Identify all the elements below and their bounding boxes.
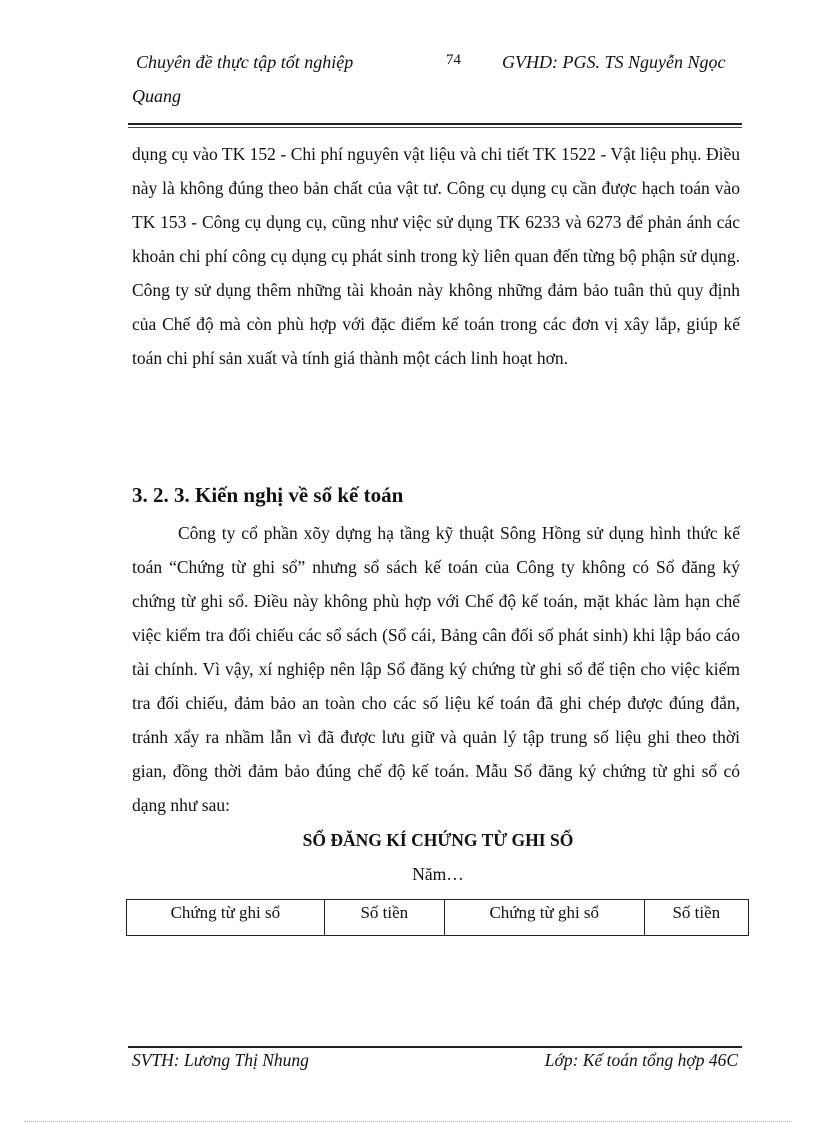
page-footer — [132, 1050, 738, 1076]
header-rule — [128, 123, 742, 125]
header-supervisor-cont: Quang — [132, 86, 181, 106]
register-table — [126, 899, 749, 936]
footer-class: Lớp: Kế toán tổng hợp 46C — [544, 1050, 738, 1070]
col-voucher-2: Chứng từ ghi sổ — [444, 900, 644, 936]
col-voucher-1: Chứng từ ghi sổ — [127, 900, 325, 936]
page-number: 74 — [446, 52, 461, 68]
register-header-row — [127, 900, 749, 936]
footer-rule — [128, 1046, 742, 1048]
col-amount-1: Số tiền — [324, 900, 444, 936]
col-amount-2: Số tiền — [644, 900, 748, 936]
page-edge-dots — [24, 1121, 792, 1122]
header-supervisor: GVHD: PGS. TS Nguyễn Ngọc — [502, 52, 726, 72]
register-year: Năm… — [412, 864, 464, 884]
body-paragraph-2: Công ty cổ phần xõy dựng hạ tầng kỹ thuật Sông Hồng sử dụng hình thức kế toán “Chứng từ ghi sổ” nhưng sổ sách kế toán của Công ty không có Sổ đăng ký chứng từ ghi sổ. Điều này không phù hợp với Chế độ kế toán, mặt khác làm hạn chế việc kiểm tra đối chiếu các sổ sách (Sổ cái, Bảng cân đối số phát sinh) khi lập báo cáo tài chính. Vì vậy, xí nghiệp nên lập Sổ đăng ký chứng từ ghi sổ để tiện cho việc kiểm tra đối chiếu, đảm bảo an toàn cho các số liệu kế toán đã ghi chép được đúng đắn, tránh xẩy ra nhầm lẫn vì đã được lưu giữ và quản lý tập trung số liệu ghi theo thời gian, đồng thời đảm bảo đúng chế độ kế toán. Mẫu Sổ đăng ký chứng từ ghi sổ có dạng như sau: — [132, 523, 740, 815]
section-heading: 3. 2. 3. Kiến nghị về sổ kế toán — [132, 483, 404, 507]
header-title: Chuyên đề thực tập tốt nghiệp — [136, 52, 354, 72]
header-rule-thin — [128, 127, 742, 128]
body-paragraph-1: dụng cụ vào TK 152 - Chi phí nguyên vật liệu và chi tiết TK 1522 - Vật liệu phụ. Điều này là không đúng theo bản chất của vật tư. Công cụ dụng cụ cần được hạch toán vào TK 153 - Công cụ dụng cụ, cũng như việc sử dụng TK 6233 và 6273 để phản ánh các khoản chi phí công cụ dụng cụ phát sinh trong kỳ liên quan đến từng bộ phận sử dụng. Công ty sử dụng thêm những tài khoản này không những đảm bảo tuân thủ quy định của Chế độ mà còn phù hợp với đặc điểm kế toán trong các đơn vị xây lắp, giúp kế toán chi phí sản xuất và tính giá thành một cách linh hoạt hơn. — [132, 144, 740, 368]
footer-student: SVTH: Lương Thị Nhung — [132, 1050, 309, 1070]
page-header — [136, 52, 736, 80]
register-title: SỔ ĐĂNG KÍ CHỨNG TỪ GHI SỔ — [302, 830, 574, 850]
